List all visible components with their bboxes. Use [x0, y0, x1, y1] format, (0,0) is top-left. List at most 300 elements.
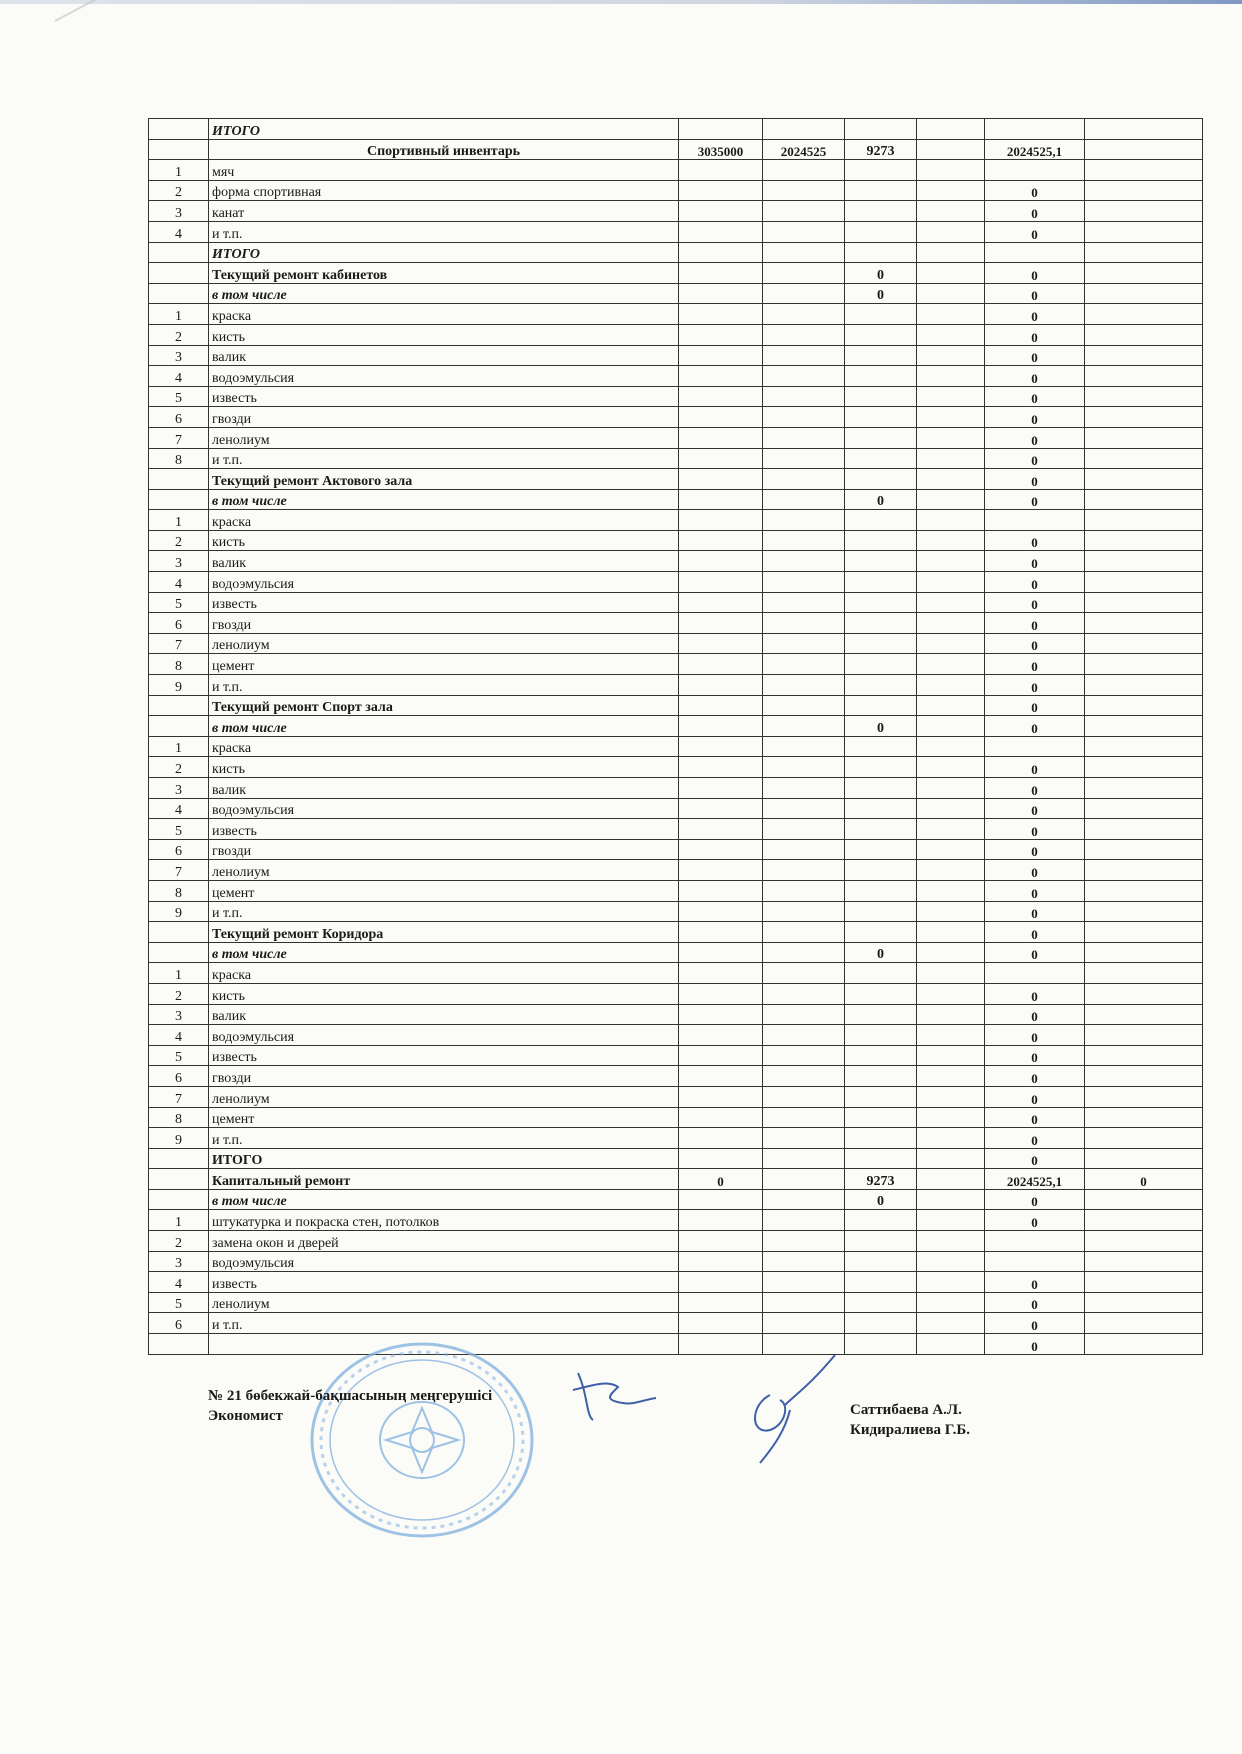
value-cell — [763, 757, 845, 778]
table-row — [149, 675, 1203, 696]
table-row — [149, 654, 1203, 675]
value-cell — [845, 922, 917, 943]
row-number — [149, 695, 209, 716]
row-number: 4 — [149, 572, 209, 593]
footer-names — [850, 1400, 970, 1440]
value-cell — [1085, 469, 1203, 490]
table-row — [149, 1045, 1203, 1066]
value-cell: 0 — [985, 798, 1085, 819]
value-cell — [763, 263, 845, 284]
value-cell — [1085, 407, 1203, 428]
item-label: известь — [209, 819, 679, 840]
value-cell — [679, 263, 763, 284]
value-cell — [917, 613, 985, 634]
value-cell — [1085, 839, 1203, 860]
row-number — [149, 119, 209, 140]
row-number: 7 — [149, 633, 209, 654]
table-row — [149, 510, 1203, 531]
value-cell — [917, 263, 985, 284]
value-cell — [763, 1025, 845, 1046]
row-number: 4 — [149, 366, 209, 387]
table-row — [149, 1231, 1203, 1252]
value-cell — [763, 304, 845, 325]
value-cell — [679, 1066, 763, 1087]
table-row — [149, 530, 1203, 551]
official-seal — [308, 1340, 536, 1540]
value-cell — [679, 942, 763, 963]
value-cell: 0 — [985, 1189, 1085, 1210]
value-cell — [845, 778, 917, 799]
table-row — [149, 386, 1203, 407]
row-number: 5 — [149, 1045, 209, 1066]
item-label: ленолиум — [209, 633, 679, 654]
value-cell: 2024525 — [763, 139, 845, 160]
value-cell — [845, 201, 917, 222]
value-cell — [917, 324, 985, 345]
value-cell — [845, 983, 917, 1004]
value-cell — [845, 572, 917, 593]
scan-top-edge — [0, 0, 1242, 4]
value-cell — [763, 819, 845, 840]
value-cell — [679, 695, 763, 716]
item-label: гвозди — [209, 613, 679, 634]
value-cell — [917, 1334, 985, 1355]
value-cell — [1085, 366, 1203, 387]
value-cell — [917, 942, 985, 963]
value-cell — [679, 1107, 763, 1128]
value-cell — [763, 654, 845, 675]
value-cell — [845, 901, 917, 922]
value-cell — [845, 860, 917, 881]
row-number — [149, 263, 209, 284]
row-number: 6 — [149, 839, 209, 860]
value-cell — [1085, 922, 1203, 943]
value-cell — [679, 798, 763, 819]
item-label: известь — [209, 1045, 679, 1066]
value-cell — [1085, 675, 1203, 696]
value-cell: 0 — [985, 1066, 1085, 1087]
value-cell — [917, 922, 985, 943]
value-cell: 0 — [985, 386, 1085, 407]
table-row — [149, 798, 1203, 819]
value-cell — [763, 592, 845, 613]
value-cell — [679, 448, 763, 469]
value-cell — [917, 139, 985, 160]
item-label: известь — [209, 592, 679, 613]
row-number: 2 — [149, 324, 209, 345]
value-cell — [985, 510, 1085, 531]
value-cell — [679, 757, 763, 778]
value-cell — [1085, 1148, 1203, 1169]
row-number — [149, 489, 209, 510]
item-label: Спортивный инвентарь — [209, 139, 679, 160]
value-cell — [1085, 1334, 1203, 1355]
row-number: 6 — [149, 1313, 209, 1334]
value-cell: 0 — [985, 1272, 1085, 1293]
table-row — [149, 448, 1203, 469]
value-cell: 0 — [985, 922, 1085, 943]
row-number: 1 — [149, 304, 209, 325]
value-cell — [845, 448, 917, 469]
value-cell: 0 — [845, 263, 917, 284]
value-cell: 0 — [985, 572, 1085, 593]
item-label: форма спортивная — [209, 180, 679, 201]
value-cell — [845, 324, 917, 345]
table-row — [149, 1086, 1203, 1107]
value-cell — [917, 1004, 985, 1025]
value-cell — [763, 386, 845, 407]
item-label: водоэмульсия — [209, 1251, 679, 1272]
value-cell — [845, 510, 917, 531]
value-cell — [917, 983, 985, 1004]
table-row — [149, 1107, 1203, 1128]
value-cell — [763, 963, 845, 984]
table-row — [149, 263, 1203, 284]
value-cell — [1085, 613, 1203, 634]
value-cell: 0 — [985, 592, 1085, 613]
value-cell — [763, 221, 845, 242]
item-label: кисть — [209, 324, 679, 345]
value-cell: 0 — [985, 819, 1085, 840]
value-cell — [845, 654, 917, 675]
row-number: 1 — [149, 510, 209, 531]
value-cell — [845, 1292, 917, 1313]
item-label: цемент — [209, 1107, 679, 1128]
item-label: краска — [209, 510, 679, 531]
value-cell: 0 — [985, 366, 1085, 387]
value-cell — [763, 1086, 845, 1107]
table-row — [149, 695, 1203, 716]
value-cell — [845, 304, 917, 325]
value-cell: 0 — [985, 407, 1085, 428]
value-cell: 0 — [845, 283, 917, 304]
value-cell — [845, 407, 917, 428]
value-cell — [763, 1066, 845, 1087]
item-label: в том числе — [209, 716, 679, 737]
row-number: 3 — [149, 778, 209, 799]
value-cell: 0 — [985, 530, 1085, 551]
value-cell — [917, 1210, 985, 1231]
table-row — [149, 819, 1203, 840]
value-cell — [845, 736, 917, 757]
value-cell — [763, 983, 845, 1004]
table-row — [149, 1066, 1203, 1087]
table-row — [149, 407, 1203, 428]
value-cell — [985, 119, 1085, 140]
item-label: и т.п. — [209, 1313, 679, 1334]
item-label: Текущий ремонт кабинетов — [209, 263, 679, 284]
value-cell: 0 — [985, 860, 1085, 881]
table-row — [149, 1128, 1203, 1149]
table-row — [149, 1210, 1203, 1231]
table-row — [149, 489, 1203, 510]
value-cell — [1085, 695, 1203, 716]
value-cell: 0 — [985, 1313, 1085, 1334]
value-cell — [763, 469, 845, 490]
row-number: 6 — [149, 407, 209, 428]
item-label: в том числе — [209, 283, 679, 304]
value-cell: 0 — [985, 757, 1085, 778]
value-cell — [679, 736, 763, 757]
row-number: 2 — [149, 983, 209, 1004]
value-cell — [917, 963, 985, 984]
value-cell — [679, 1148, 763, 1169]
value-cell: 0 — [985, 1128, 1085, 1149]
value-cell — [763, 201, 845, 222]
value-cell — [845, 530, 917, 551]
value-cell — [679, 386, 763, 407]
value-cell — [1085, 1210, 1203, 1231]
value-cell — [679, 366, 763, 387]
economist-title: Экономист — [208, 1408, 283, 1424]
row-number: 3 — [149, 1251, 209, 1272]
value-cell — [679, 880, 763, 901]
row-number: 7 — [149, 1086, 209, 1107]
value-cell: 0 — [985, 633, 1085, 654]
value-cell — [679, 489, 763, 510]
value-cell — [763, 160, 845, 181]
value-cell — [763, 489, 845, 510]
value-cell — [1085, 1107, 1203, 1128]
value-cell — [763, 1210, 845, 1231]
value-cell — [763, 675, 845, 696]
item-label: водоэмульсия — [209, 366, 679, 387]
table-row — [149, 572, 1203, 593]
value-cell — [1085, 901, 1203, 922]
value-cell — [845, 880, 917, 901]
value-cell — [679, 901, 763, 922]
value-cell — [679, 180, 763, 201]
table-row — [149, 160, 1203, 181]
value-cell — [845, 1313, 917, 1334]
value-cell — [763, 180, 845, 201]
value-cell — [1085, 716, 1203, 737]
item-label: валик — [209, 1004, 679, 1025]
value-cell — [917, 1086, 985, 1107]
row-number: 4 — [149, 221, 209, 242]
item-label: ленолиум — [209, 427, 679, 448]
value-cell: 0 — [985, 675, 1085, 696]
value-cell — [763, 880, 845, 901]
row-number: 1 — [149, 736, 209, 757]
row-number — [149, 716, 209, 737]
value-cell — [985, 1231, 1085, 1252]
table-row — [149, 716, 1203, 737]
value-cell — [1085, 1231, 1203, 1252]
value-cell: 0 — [985, 1045, 1085, 1066]
row-number — [149, 922, 209, 943]
value-cell — [679, 1045, 763, 1066]
value-cell — [845, 633, 917, 654]
value-cell — [917, 1231, 985, 1252]
row-number: 5 — [149, 1292, 209, 1313]
value-cell — [845, 242, 917, 263]
table-row — [149, 1313, 1203, 1334]
value-cell: 0 — [985, 839, 1085, 860]
value-cell — [845, 469, 917, 490]
value-cell — [917, 366, 985, 387]
value-cell — [679, 427, 763, 448]
value-cell: 0 — [985, 1292, 1085, 1313]
value-cell — [679, 983, 763, 1004]
value-cell: 2024525,1 — [985, 139, 1085, 160]
value-cell — [917, 283, 985, 304]
value-cell — [763, 839, 845, 860]
value-cell — [845, 345, 917, 366]
value-cell — [1085, 1189, 1203, 1210]
value-cell — [679, 922, 763, 943]
value-cell — [763, 448, 845, 469]
value-cell — [917, 819, 985, 840]
value-cell — [917, 633, 985, 654]
row-number: 5 — [149, 592, 209, 613]
value-cell — [763, 1148, 845, 1169]
value-cell — [763, 942, 845, 963]
row-number — [149, 1169, 209, 1190]
row-number: 4 — [149, 798, 209, 819]
value-cell — [845, 551, 917, 572]
value-cell — [679, 530, 763, 551]
value-cell — [679, 283, 763, 304]
item-label: замена окон и дверей — [209, 1231, 679, 1252]
value-cell — [917, 386, 985, 407]
value-cell — [679, 1251, 763, 1272]
value-cell — [1085, 1004, 1203, 1025]
value-cell — [679, 1210, 763, 1231]
value-cell: 0 — [985, 1334, 1085, 1355]
item-label: гвозди — [209, 839, 679, 860]
value-cell: 0 — [985, 613, 1085, 634]
table-row — [149, 592, 1203, 613]
table-row — [149, 839, 1203, 860]
table-row — [149, 201, 1203, 222]
row-number: 1 — [149, 160, 209, 181]
value-cell — [917, 839, 985, 860]
value-cell — [917, 1169, 985, 1190]
row-number: 5 — [149, 386, 209, 407]
value-cell — [679, 716, 763, 737]
value-cell — [917, 304, 985, 325]
value-cell — [679, 304, 763, 325]
value-cell — [1085, 1025, 1203, 1046]
value-cell — [763, 345, 845, 366]
item-label: водоэмульсия — [209, 1025, 679, 1046]
value-cell — [679, 160, 763, 181]
value-cell — [917, 860, 985, 881]
table-row — [149, 860, 1203, 881]
value-cell — [763, 510, 845, 531]
value-cell — [985, 963, 1085, 984]
value-cell — [763, 324, 845, 345]
value-cell — [845, 1231, 917, 1252]
value-cell — [679, 613, 763, 634]
head-position-title: № 21 бөбекжай-бақшасының меңгерушісі — [208, 1388, 493, 1404]
value-cell — [1085, 942, 1203, 963]
value-cell: 0 — [1085, 1169, 1203, 1190]
value-cell — [763, 530, 845, 551]
value-cell — [845, 1025, 917, 1046]
value-cell — [679, 654, 763, 675]
row-number: 2 — [149, 757, 209, 778]
item-label: известь — [209, 1272, 679, 1293]
value-cell — [917, 654, 985, 675]
value-cell — [763, 633, 845, 654]
value-cell — [845, 1148, 917, 1169]
value-cell — [1085, 1066, 1203, 1087]
row-number — [149, 139, 209, 160]
value-cell — [679, 1025, 763, 1046]
value-cell — [763, 1169, 845, 1190]
value-cell — [917, 1025, 985, 1046]
item-label: и т.п. — [209, 1128, 679, 1149]
value-cell: 0 — [985, 1025, 1085, 1046]
value-cell — [1085, 1086, 1203, 1107]
value-cell — [679, 324, 763, 345]
value-cell — [1085, 489, 1203, 510]
value-cell — [763, 427, 845, 448]
value-cell — [985, 736, 1085, 757]
value-cell — [917, 160, 985, 181]
row-number: 8 — [149, 880, 209, 901]
table-row — [149, 119, 1203, 140]
value-cell — [1085, 1272, 1203, 1293]
value-cell: 2024525,1 — [985, 1169, 1085, 1190]
value-cell — [917, 901, 985, 922]
row-number: 3 — [149, 1004, 209, 1025]
item-label: валик — [209, 345, 679, 366]
value-cell — [1085, 1251, 1203, 1272]
value-cell — [845, 757, 917, 778]
value-cell — [763, 283, 845, 304]
value-cell — [845, 1251, 917, 1272]
row-number — [149, 242, 209, 263]
value-cell: 0 — [985, 983, 1085, 1004]
value-cell — [985, 1251, 1085, 1272]
row-number — [149, 1148, 209, 1169]
value-cell — [917, 757, 985, 778]
value-cell: 0 — [985, 221, 1085, 242]
value-cell — [679, 778, 763, 799]
value-cell: 0 — [985, 427, 1085, 448]
value-cell: 0 — [985, 1004, 1085, 1025]
head-name: Саттибаева А.Л. — [850, 1402, 962, 1418]
value-cell — [679, 407, 763, 428]
table-row — [149, 942, 1203, 963]
value-cell — [1085, 242, 1203, 263]
value-cell — [763, 551, 845, 572]
value-cell — [679, 1086, 763, 1107]
value-cell — [917, 221, 985, 242]
row-number: 9 — [149, 1128, 209, 1149]
row-number: 4 — [149, 1025, 209, 1046]
table-row — [149, 633, 1203, 654]
value-cell — [763, 1313, 845, 1334]
value-cell — [845, 119, 917, 140]
value-cell — [917, 716, 985, 737]
value-cell — [679, 675, 763, 696]
value-cell: 0 — [985, 201, 1085, 222]
value-cell — [1085, 530, 1203, 551]
value-cell — [917, 880, 985, 901]
row-number: 2 — [149, 180, 209, 201]
item-label: и т.п. — [209, 448, 679, 469]
value-cell — [985, 160, 1085, 181]
value-cell — [1085, 778, 1203, 799]
value-cell — [1085, 201, 1203, 222]
item-label: ленолиум — [209, 1086, 679, 1107]
table-row — [149, 427, 1203, 448]
item-label: ИТОГО — [209, 1148, 679, 1169]
